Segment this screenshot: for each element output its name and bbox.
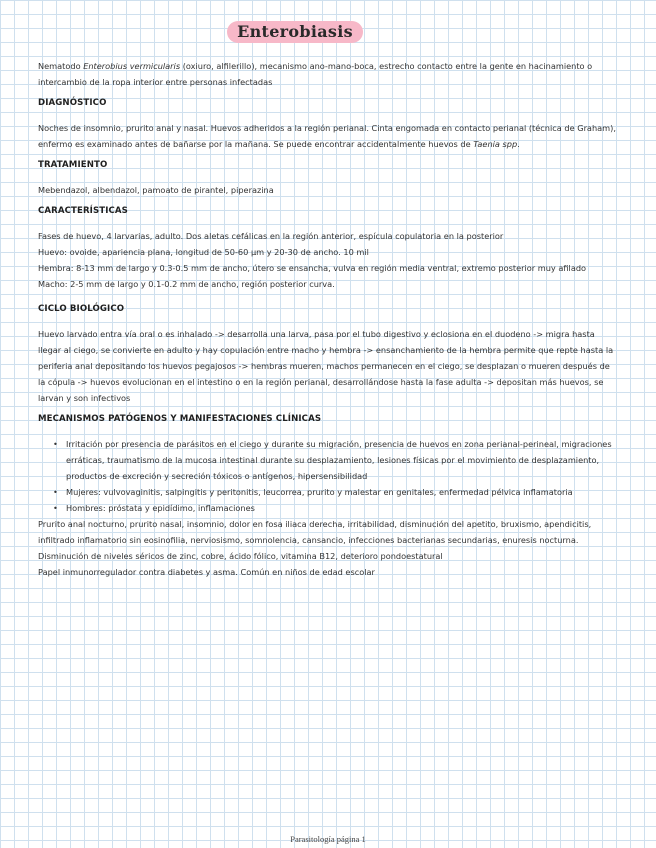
list-item-mujeres: • Mujeres: vulvovaginitis, salpingitis y peritonitis, leucorrea, prurito y malestar en genitales, enfermedad pélvica inflamatoria — [66, 484, 616, 500]
intro-paragraph — [38, 58, 616, 90]
heading-tratamiento: TRATAMIENTO — [38, 160, 108, 170]
heading-ciclo: CICLO BIOLÓGICO — [38, 304, 125, 314]
title-container — [0, 21, 590, 43]
intro-text-pre: Nematodo — [38, 61, 84, 71]
ciclo-paragraph: Huevo larvado entra vía oral o es inhalado -> desarrolla una larva, pasa por el tubo digestivo y eclosiona en el duodeno -> migra hasta llegar al ciego, se convierte en adulto y hay copulación entre macho y hembra -> ensanchamiento de la hembra permite que repte hasta la periferia anal depositando los huevos pegajosos -> hembras mueren, machos permanecen en el ciego, se desplazan o mueren después de la cópula -> huevos evolucionan en el intestino o en la región perianal, desarrollándose hasta la fase adulta -> depositan más huevos, se larvan y son infectivos — [38, 329, 614, 403]
list-item-irritacion: • Irritación por presencia de parásitos en el ciego y durante su migración, presencia de huevos en zona perianal-perineal, migraciones erráticas, traumatismo de la mucosa intestinal durante su desplazamiento, lesiones físicas por el movimiento de desplazamiento, productos de excreción y secreción tóxicos o antígenos, hipersensibilidad — [66, 436, 616, 484]
taenia-name: Taenia spp — [473, 139, 518, 149]
diagnostico-text-post: . — [517, 139, 520, 149]
tratamiento-paragraph: Mebendazol, albendazol, pamoato de pirantel, piperazina — [38, 185, 274, 195]
caracteristicas-line-macho: Macho: 2-5 mm de largo y 0.1-0.2 mm de ancho, región posterior curva. — [38, 279, 335, 289]
caracteristicas-line-fases: Fases de huevo, 4 larvarias, adulto. Dos aletas cefálicas en la región anterior, espícula copulatoria en la posterior — [38, 231, 504, 241]
heading-caracteristicas: CARACTERÍSTICAS — [38, 206, 128, 216]
heading-mecanismos: MECANISMOS PATÓGENOS Y MANIFESTACIONES CLÍNICAS — [38, 414, 322, 424]
list-item-hombres: • Hombres: próstata y epidídimo, inflamaciones — [66, 500, 616, 516]
mecanismos-bullet-list — [38, 436, 616, 516]
page-title: Enterobiasis — [227, 21, 363, 43]
heading-diagnostico: DIAGNÓSTICO — [38, 98, 107, 108]
caracteristicas-line-hembra: Hembra: 8-13 mm de largo y 0.3-0.5 mm de ancho, útero se ensancha, vulva en región media ventral, extremo posterior muy afilado — [38, 263, 587, 273]
notes-content — [38, 58, 616, 580]
manifestaciones-line-disminucion: Disminución de niveles séricos de zinc, cobre, ácido fólico, vitamina B12, deterioro pondoestatural — [38, 551, 443, 561]
diagnostico-text-pre: Noches de insomnio, prurito anal y nasal. Huevos adheridos a la región perianal. Cinta engomada en contacto perianal (técnica de Graham), enfermo es examinado antes de bañarse por la mañana. Se puede encontrar accidentalmente huevos de — [38, 123, 616, 149]
manifestaciones-line-papel: Papel inmunorregulador contra diabetes y asma. Común en niños de edad escolar — [38, 567, 375, 577]
intro-text-post: (oxiuro, alfilerillo), mecanismo ano-mano-boca, estrecho contacto entre la gente en hacinamiento o intercambio de la ropa interior entre personas infectadas — [38, 61, 593, 87]
caracteristicas-line-huevo: Huevo: ovoide, apariencia plana, longitud de 50-60 µm y 20-30 de ancho. 10 mil — [38, 247, 369, 257]
page-footer: Parasitología página 1 — [290, 834, 366, 844]
manifestaciones-line-prurito: Prurito anal nocturno, prurito nasal, insomnio, dolor en fosa iliaca derecha, irritabilidad, disminución del apetito, bruxismo, apendicitis, infiltrado inflamatorio sin eosinofilia, nerviosismo, somnolencia, cansancio, infecciones bacterianas secundarias, enuresis nocturna. — [38, 519, 592, 545]
species-name: Enterobius vermicularis — [83, 61, 181, 71]
diagnostico-paragraph — [38, 120, 616, 152]
